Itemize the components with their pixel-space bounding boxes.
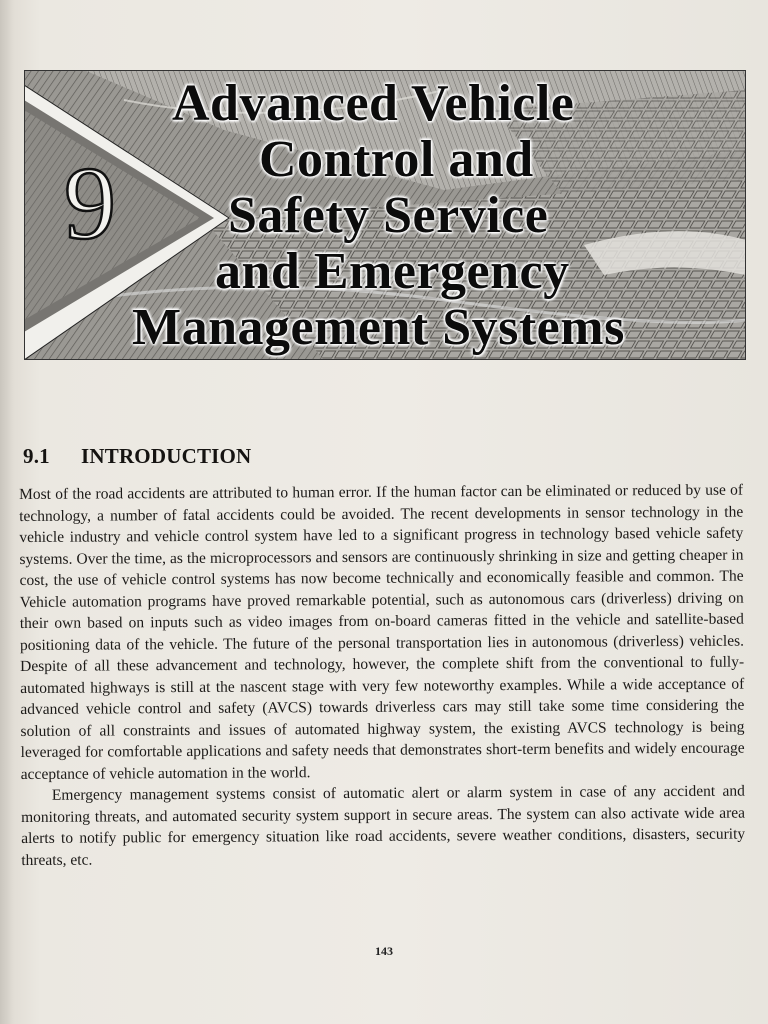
chapter-title-line-1: Advanced Vehicle (172, 75, 575, 132)
page-number: 143 (375, 944, 393, 958)
chapter-title-line-4: and Emergency (215, 243, 570, 300)
section-title: INTRODUCTION (81, 444, 252, 468)
paragraph-2: Emergency management systems consist of automatic alert or alarm system in case of any accident and monitoring threats, and automated security system support in secure areas. The system can also activate wide area alerts to notify public for emergency situation like road accidents, severe weather conditions, disasters, security threats, etc. (20, 782, 746, 869)
chapter-title-line-3: Safety Service (228, 187, 549, 244)
chapter-title-line-2: Control and (259, 131, 534, 188)
chapter-title-line-5: Management Systems (132, 299, 625, 356)
section-number: 9.1 (23, 444, 50, 468)
paragraph-1: Most of the road accidents are attributed to human error. If the human factor can be eliminated or reduced by use of technology, a number of fatal accidents could be avoided. The recent developments in sensor technology in the vehicle industry and vehicle control system have led to a significant progress in technology based vehicle safety systems. Over the time, as the microprocessors and sensors are continuously shrinking in size and getting cheaper in cost, the use of vehicle control systems has now become technically and economically feasible and common. The Vehicle automation programs have proved remarkable potential, such as autonomous cars (driverless) driving on their own based on inputs such as video images from on-board cameras fitted in the vehicle and satellite-based positioning data of the vehicle. The future of the personal transportation lies in autonomous (driverless) vehicles. Despite of all these advancement and technology, however, the complete shift from the conventional to fully-automated highways is still at the nascent stage with very few noteworthy examples. While a wide acceptance of advanced vehicle control and safety (AVCS) towards driverless cars may still take some time considering the solution of all constraints and issues of automated highway system, the existing AVCS technology is being leveraged for comfortable applications and safety needs that demonstrates short-term benefits and widely encourage acceptance of vehicle automation in the world. (19, 481, 745, 783)
section-heading (23, 444, 251, 469)
chapter-number: 9 (64, 146, 116, 261)
chapter-title (120, 76, 760, 356)
body-text (19, 480, 745, 871)
